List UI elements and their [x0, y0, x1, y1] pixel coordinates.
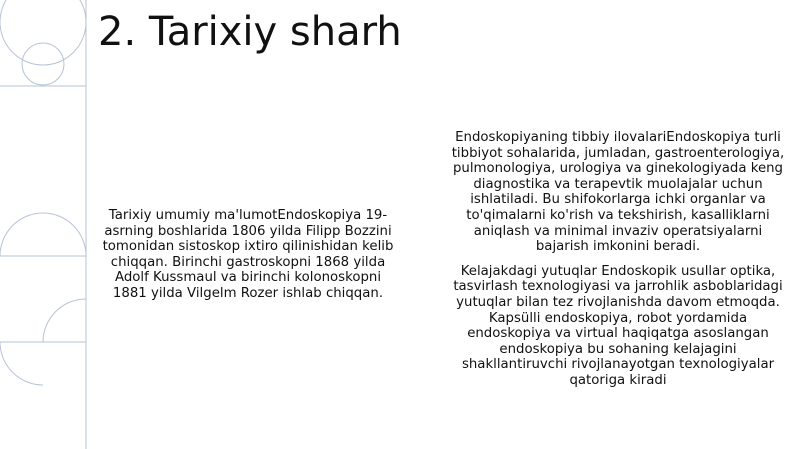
- medical-applications-paragraph: Endoskopiyaning tibbiy ilovalariEndoskopiya turli tibbiyot sohalarida, jumladan, gastroenterologiya, pulmonologiya, urologiya va ginekologiyada keng diagnostika va terapevtik muolajalar uchun ishlatiladi. Bu shifokorlarga ichki organlar va to'qimalarni ko'rish va tekshirish, kasalliklarni aniqlash va minimal invaziv operatsiyalarni bajarish imkonini beradi.: [451, 130, 785, 255]
- history-overview-paragraph: Tarixiy umumiy ma'lumotEndoskopiya 19-asrning boshlarida 1806 yilda Filipp Bozzini tomonidan sistoskop ixtiro qilinishidan kelib chiqqan. Birinchi gastroskopni 1868 yilda Adolf Kussmaul va birinchi kolonoskopni 1881 yilda Vilgelm Rozer ishlab chiqqan.: [102, 208, 394, 301]
- history-overview-column: [96, 208, 400, 302]
- deco-arc: [0, 342, 43, 385]
- slide-title: 2. Tarixiy sharh: [98, 9, 402, 55]
- future-advances-paragraph: Kelajakdagi yutuqlar Endoskopik usullar optika, tasvirlash texnologiyasi va jarrohlik asboblaridagi yutuqlar bilan tez rivojlanishda davom etmoqda. Kapsülli endoskopiya, robot yordamida endoskopiya va virtual haqiqatga asoslangan endoskopiya bu sohaning kelajagini shakllantiruvchi rivojlanayotgan texnologiyalar qatoriga kiradi: [453, 263, 783, 388]
- deco-arc: [0, 213, 86, 256]
- applications-column: [448, 130, 788, 389]
- deco-circle: [0, 0, 86, 65]
- deco-circle: [22, 43, 64, 85]
- deco-arc: [43, 299, 86, 342]
